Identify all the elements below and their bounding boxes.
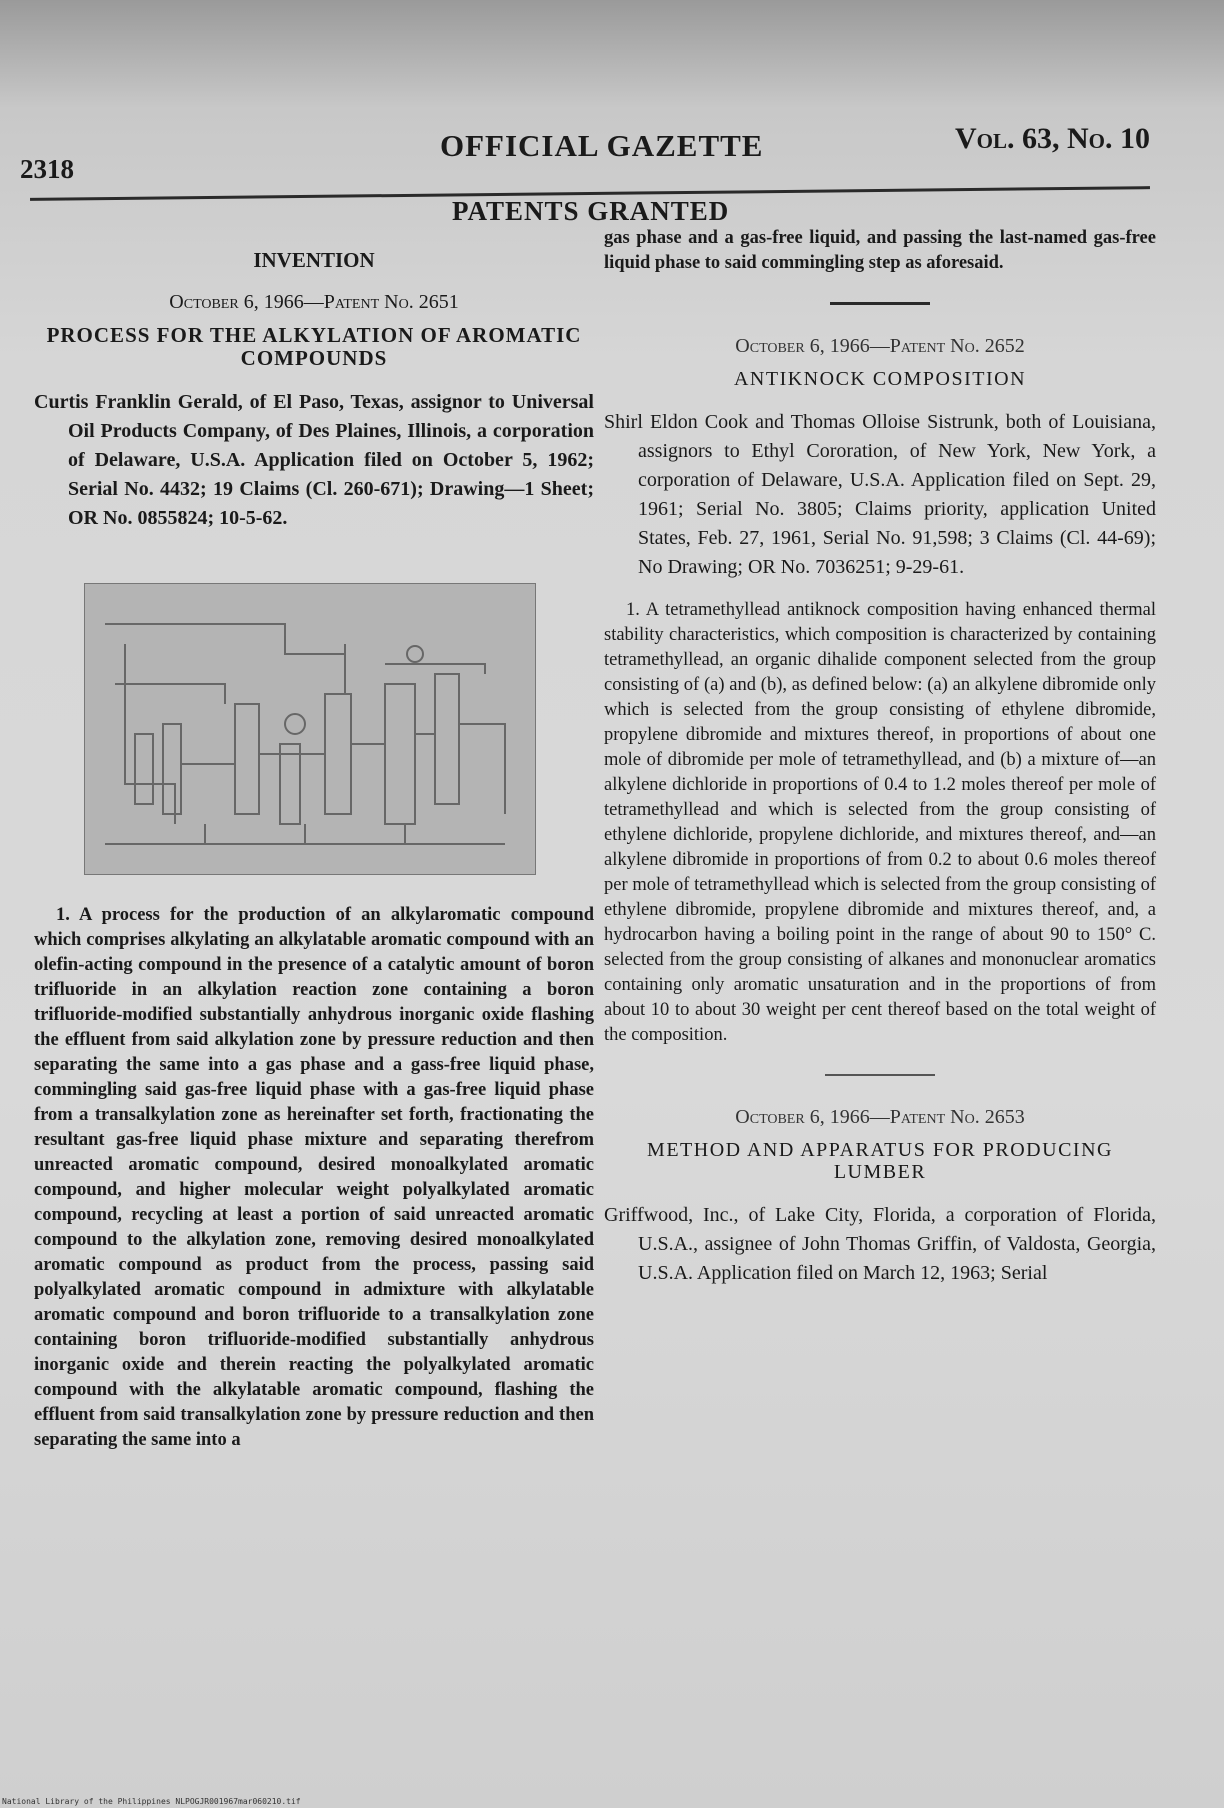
divider-2 <box>825 1074 935 1076</box>
patent-2653-dateline: October 6, 1966—Patent No. 2653 <box>735 1105 1025 1128</box>
patent-2652-applicant: Shirl Eldon Cook and Thomas Olloise Sistrunk, both of Louisiana, assignors to Ethyl Cororation, of New York, New York, a corporation of Delaware, U.S.A. Application filed on Sept. 29, 1961; Serial No. 3805; Claims priority, application United States, Feb. 27, 1961, Serial No. 91,598; 3 Claims (Cl. 44-69); No Drawing; OR No. 7036251; 9-29-61. <box>604 411 1156 578</box>
drawing-sketch <box>85 584 535 874</box>
right-column <box>604 226 1156 1288</box>
left-column <box>34 248 594 1453</box>
divider-1 <box>830 302 930 305</box>
patent-2653-title: METHOD AND APPARATUS FOR PRODUCING LUMBER <box>647 1138 1113 1183</box>
patent-2652-dateline: October 6, 1966—Patent No. 2652 <box>735 335 1025 357</box>
patent-2652-claim: 1. A tetramethyllead antiknock composition having enhanced thermal stability characteristics, which composition is characterized by containing tetramethyllead, an organic dihalide component selected from the group consisting of (a) and (b), as defined below: (a) an alkylene dibromide only which is selected from the group consisting of ethylene dibromide, propylene dibromide and mixtures thereof, in proportions of about one mole of dibromide per mole of tetramethyllead, and (b) a mixture of—an alkylene dichloride in proportions of 0.4 to 1.2 moles thereof per mole of tetramethyllead and which is selected from the group consisting of ethylene dichloride, propylene dichloride, and mixtures thereof, and—an alkylene dibromide in proportions of from 0.2 to about 0.6 moles thereof per mole of tetramethyllead which is selected from the group consisting of ethylene dibromide, propylene dibromide and mixtures thereof, and, a hydrocarbon having a boiling point in the range of about 90 to 150° C. selected from the group consisting of alkanes and mononuclear aromatics containing only aromatic unsaturation and in the proportions of from about 10 to about 30 weight per cent thereof based on the total weight of the composition. <box>604 600 1156 1045</box>
scan-footer: National Library of the Philippines NLPOGJR001967mar060210.tif <box>2 1797 301 1806</box>
patent-2651-claim: 1. A process for the production of an alkylaromatic compound which comprises alkylating an alkylatable aromatic compound with an olefin-acting compound in the presence of a catalytic amount of boron trifluoride in an alkylation reaction zone containing a boron trifluoride-modified substantially anhydrous inorganic oxide flashing the effluent from said alkylation zone by pressure reduction and then separating the same into a gas phase and a gass-free liquid phase, commingling said gas-free liquid phase with a gas-free liquid phase from a transalkylation zone as hereinafter set forth, fractionating the resultant gas-free liquid phase mixture and separating therefrom unreacted aromatic compound, desired monoalkylated aromatic compound, and higher molecular weight polyalkylated aromatic compound, recycling at least a portion of said unreacted aromatic compound to the alkylation zone, removing desired monoalkylated aromatic compound as product from the process, passing said polyalkylated aromatic compound in admixture with alkylatable aromatic compound and boron trifluoride to a transalkylation zone containing boron trifluoride-modified substantially anhydrous inorganic oxide and therein reacting the polyalkylated aromatic compound with the alkylatable aromatic compound, flashing the effluent from said transalkylation zone by pressure reduction and then separating the same into a <box>34 905 594 1451</box>
patent-2653-applicant: Griffwood, Inc., of Lake City, Florida, a corporation of Florida, U.S.A., assignee of John Thomas Griffin, of Valdosta, Georgia, U.S.A. Application filed on March 12, 1963; Serial <box>604 1203 1156 1284</box>
patent-drawing-figure <box>84 583 536 875</box>
publication-title: OFFICIAL GAZETTE <box>440 128 764 163</box>
patent-2652-title: ANTIKNOCK COMPOSITION <box>733 368 1027 390</box>
invention-subhead: INVENTION <box>253 248 375 272</box>
patent-2651-title: PROCESS FOR THE ALKYLATION OF AROMATIC COMPOUNDS <box>46 323 582 371</box>
page-header <box>20 118 1150 184</box>
volume-number: Vol. 63, No. 10 <box>954 122 1150 155</box>
patent-2651-applicant: Curtis Franklin Gerald, of El Paso, Texas, assignor to Universal Oil Products Company, of Des Plaines, Illinois, a corporation of Delaware, U.S.A. Application filed on October 5, 1962; Serial No. 4432; 19 Claims (Cl. 260-671); Drawing—1 Sheet; OR No. 0855824; 10-5-62. <box>34 391 594 530</box>
section-title: PATENTS GRANTED <box>452 196 730 226</box>
patent-2651-dateline: October 6, 1966—Patent No. 2651 <box>169 291 459 313</box>
page-number: 2318 <box>20 154 74 184</box>
patent-2651-claim-continuation: gas phase and a gas-free liquid, and passing the last-named gas-free liquid phase to said commingling step as aforesaid. <box>604 228 1156 273</box>
